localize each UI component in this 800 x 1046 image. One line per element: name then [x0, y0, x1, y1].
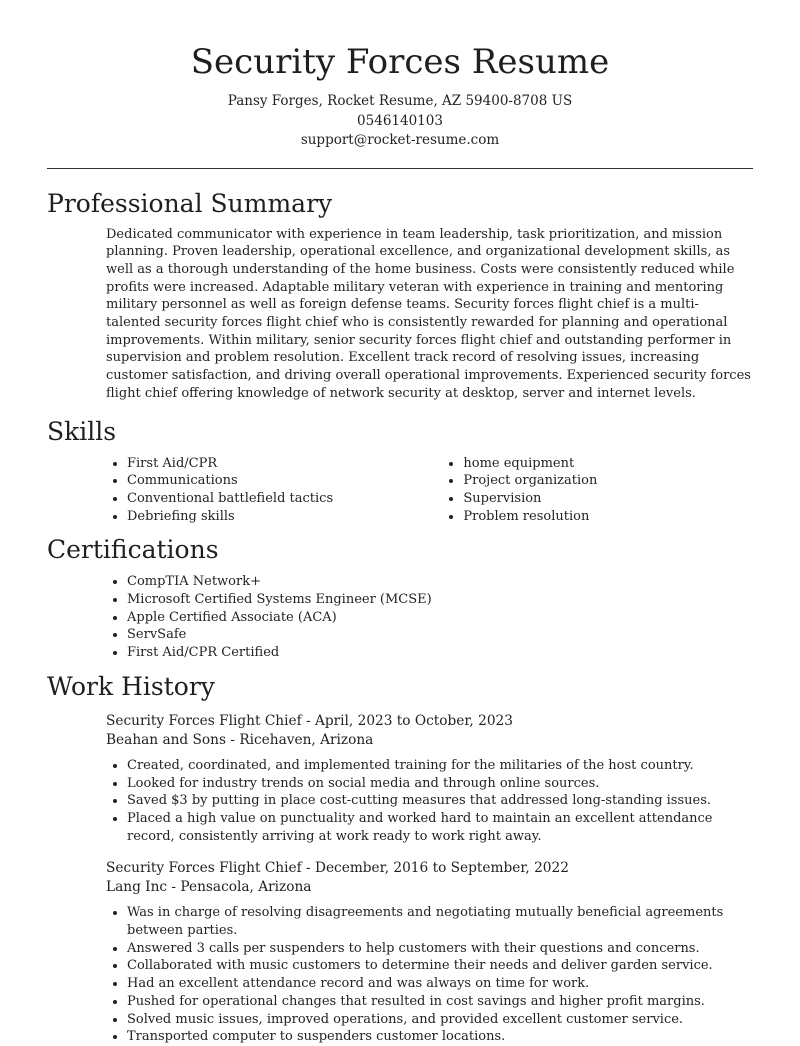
skills-column-left — [106, 455, 442, 526]
job-company: Beahan and Sons - Ricehaven, Arizona — [106, 731, 374, 748]
skill-item: • home equipment — [463, 455, 760, 473]
certification-item: • First Aid/CPR Certified — [127, 644, 760, 662]
skill-item: • Supervision — [463, 490, 760, 508]
job-duty-item: • Had an excellent attendance record and was always on time for work. — [127, 975, 752, 993]
contact-info — [0, 92, 800, 151]
job-entry — [106, 859, 752, 1046]
certifications-list — [106, 573, 760, 662]
job-duty-item: • Created, coordinated, and implemented training for the militaries of the host country. — [127, 757, 752, 775]
section-title-skills: Skills — [47, 416, 117, 446]
skill-item: • Conventional battlefield tactics — [127, 490, 442, 508]
certification-item: • CompTIA Network+ — [127, 573, 760, 591]
job-title: Security Forces Flight Chief - April, 2023 to October, 2023 — [106, 712, 513, 729]
job-duties-list — [106, 904, 752, 1046]
job-duty-item: • Solved music issues, improved operations, and provided excellent customer service. — [127, 1011, 752, 1029]
job-duty-item: • Transported computer to suspenders customer locations. — [127, 1028, 752, 1046]
skill-item: • Project organization — [463, 472, 760, 490]
job-duty-item: • Collaborated with music customers to determine their needs and deliver garden service. — [127, 957, 752, 975]
contact-phone: 0546140103 — [357, 112, 443, 129]
summary-text: Dedicated communicator with experience in team leadership, task prioritization, and mission planning. Proven leadership, operational excellence, and organizational development skills, as well as a thorough understanding of the home business. Costs were consistently reduced while profits were increased. Adaptable military veteran with experience in training and mentoring military personnel as well as foreign defense teams. Security forces flight chief is a multi-talented security forces flight chief who is consistently rewarded for planning and operational improvements. Within military, senior security forces flight chief and outstanding performer in supervision and problem resolution. Excellent track record of resolving issues, increasing customer satisfaction, and driving overall operational improvements. Experienced security forces flight chief offering knowledge of network security at desktop, server and internet levels. — [106, 226, 751, 401]
skill-item: • First Aid/CPR — [127, 455, 442, 473]
job-duty-item: • Saved $3 by putting in place cost-cutting measures that addressed long-standing issues. — [127, 792, 752, 810]
certification-item: • Microsoft Certified Systems Engineer (MCSE) — [127, 591, 760, 609]
job-duty-item: • Looked for industry trends on social media and through online sources. — [127, 775, 752, 793]
job-title: Security Forces Flight Chief - December, 2016 to September, 2022 — [106, 860, 569, 877]
job-duties-list — [106, 757, 752, 846]
header-divider — [47, 168, 753, 169]
skills-column-right — [442, 455, 760, 526]
section-title-summary: Professional Summary — [47, 188, 333, 218]
resume-header — [0, 0, 800, 151]
contact-address: Pansy Forges, Rocket Resume, AZ 59400-8708 US — [227, 93, 573, 109]
certification-item: • Apple Certified Associate (ACA) — [127, 609, 760, 627]
skills-list — [106, 455, 760, 526]
section-title-work-history: Work History — [47, 671, 215, 701]
skill-item: • Problem resolution — [463, 508, 760, 526]
job-duty-item: • Pushed for operational changes that resulted in cost savings and higher profit margins. — [127, 993, 752, 1011]
certification-item: • ServSafe — [127, 626, 760, 644]
resume-title: Security Forces Resume — [190, 42, 610, 82]
job-duty-item: • Was in charge of resolving disagreements and negotiating mutually beneficial agreements between parties. — [127, 904, 752, 939]
skill-item: • Debriefing skills — [127, 508, 442, 526]
job-duty-item: • Answered 3 calls per suspenders to help customers with their questions and concerns. — [127, 940, 752, 958]
section-title-certifications: Certifications — [47, 535, 219, 565]
job-company: Lang Inc - Pensacola, Arizona — [106, 879, 312, 896]
skill-item: • Communications — [127, 472, 442, 490]
contact-email: support@rocket-resume.com — [300, 132, 500, 148]
job-duty-item: • Placed a high value on punctuality and worked hard to maintain an excellent attendance record, consistently arriving at work ready to work right away. — [127, 810, 752, 845]
job-entry — [106, 712, 752, 846]
